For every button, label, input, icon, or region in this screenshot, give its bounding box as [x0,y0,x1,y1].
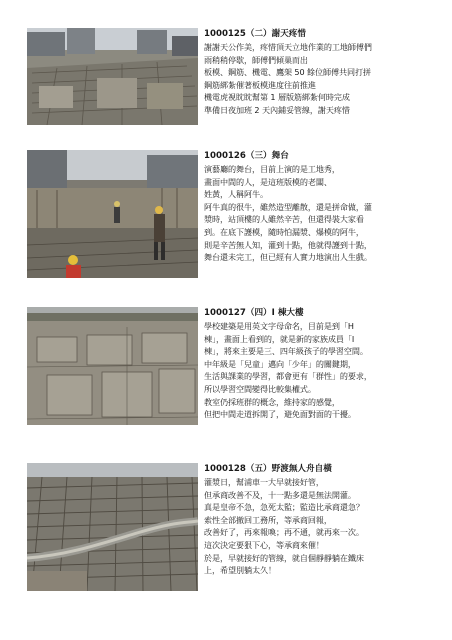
construction-photo [27,150,198,278]
entry-line: 則是辛苦無人知，灌到十點，他就得護到十點， [204,239,372,250]
entry-line: 改善好了，再來報喚；再不通，就再來一次。 [204,527,364,538]
entry-title: 1000128（五）野渡無人舟自橫 [204,464,332,474]
entry-line: 鋼筋綁紮催著板模進度往前推進 [204,79,316,90]
entry-line: 機電虎視眈眈幫第 1 層版筋綁紮何時完成 [204,92,350,103]
entry-line: 但承商改善不及，十一點多還是無法開灌。 [204,489,356,500]
entry-line: 謝謝天公作美，疼惜頂天立地作業的工地師傅們 [204,42,372,52]
entry-line: 但把中間走道拆開了，避免面對面的干擾。 [204,409,356,420]
entry-line: 棟」，將來主要是三、四年級孩子的學習空間。 [204,346,368,357]
entry-title: 1000127（四）I 棟大樓 [204,308,304,318]
entry-title: 1000125（二）謝天疼惜 [204,29,307,39]
entry-line: 阿牛真的很牛，雖然造型離散，還是拼命做，灌 [204,201,372,212]
entry-line: 畫面中間的人，是這班版模的老闆、 [204,176,332,187]
construction-photo [27,307,198,425]
pump-pipe-image [27,463,198,591]
entry-text [204,28,444,117]
rebar-site-image [27,28,198,125]
workers-stage-image [27,150,198,278]
building-i-image [27,307,198,425]
entry-line: 漿時，站頂樓的人雖然辛苦，但還得裝大家看 [204,214,364,225]
entry-line: 舞台還未完工，但已經有人實力地演出人生戲。 [204,252,372,263]
entry-line: 棟」，畫面上看到的，就是新的家族成員「I [204,333,355,344]
entry-text [204,463,444,577]
entry-line: 板模、鋼筋、機電、鷹架 50 餘位師傅共同打拼 [204,67,371,78]
entry-line: 雨稍稍停歇，師傅們傾巢而出 [204,54,308,65]
entry-line: 所以學習空間變得比較集權式。 [204,383,316,394]
entry-line: 這次決定要狠下心，等承商來催！ [204,539,324,550]
entry-title: 1000126（三）舞台 [204,151,289,161]
entry-line: 教室仍採班群的概念，維持家的感覺， [204,396,340,407]
entry-line: 到。在底下護模，隨時怕漏漿、爆模的阿牛， [204,226,364,237]
entry-text [204,150,444,264]
entry-line: 中年級是「兒童」邁向「少年」的關鍵期， [204,358,356,369]
entry-line: 索性全部撤回工務所，等承商回報， [204,514,332,525]
entry-text [204,307,444,421]
construction-photo [27,28,198,125]
entry-line: 生活與課業的學習，都會更有「群性」的要求， [204,371,372,382]
entry-line: 姓黃，人稱阿牛。 [204,189,268,200]
entry-line: 於是，早就接好的管線，就自個靜靜躺在鐵床 [204,552,364,563]
entry-line: 灌漿日，幫浦車一大早就接好管， [204,477,324,487]
entry-line: 準備日夜加班 2 天內鋪妥管線，謝天疼惜 [204,104,350,115]
entry-line: 演藝廳的舞台，目前上演的是工地秀， [204,164,340,174]
entry-line: 上，希望別躺太久！ [204,565,276,576]
entry-line: 學校建築是用英文字母命名，目前是到「H [204,321,354,331]
construction-photo [27,463,198,591]
entry-line: 真是皇帝不急，急死太監；監造比承商還急？ [204,502,364,513]
